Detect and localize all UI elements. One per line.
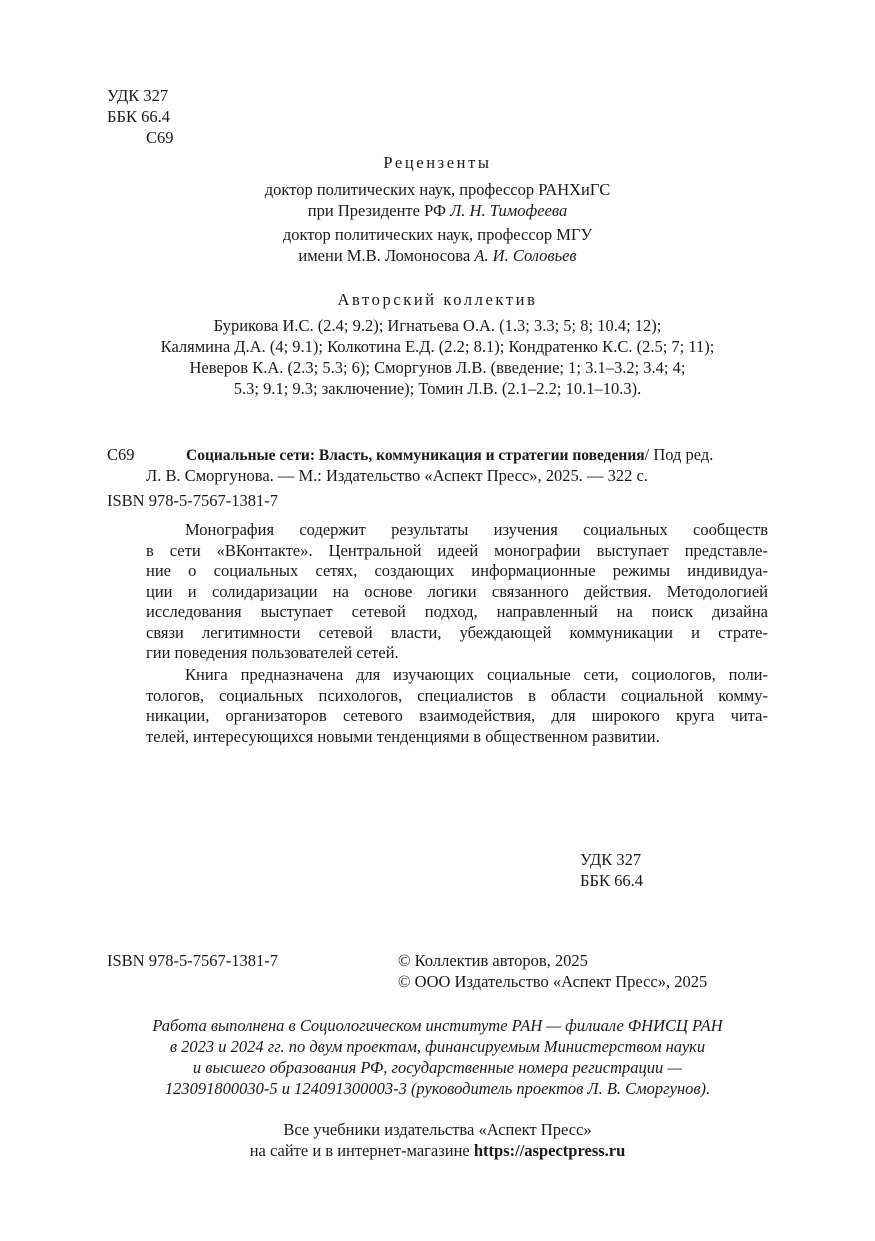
- funding-line-1: Работа выполнена в Социологическом институте РАН — филиале ФНИСЦ РАН: [152, 1016, 723, 1035]
- reviewer-2-line-2: [0, 246, 875, 267]
- publisher-url-link[interactable]: https://aspectpress.ru: [473, 1141, 626, 1160]
- annotation-paragraph-1: [146, 520, 768, 664]
- funding-line-2: в 2023 и 2024 гг. по двум проектам, финансируемым Министерством науки: [169, 1037, 706, 1056]
- top-author-mark: С69: [146, 128, 174, 147]
- reviewer-1-line-1: доктор политических наук, профессор РАНХиГС: [264, 180, 611, 199]
- reviewer-1-affiliation: при Президенте РФ: [307, 201, 451, 220]
- annotation-p2-line-3: никации, организаторов сетевого взаимодействия, для широкого круга чита-: [146, 706, 768, 725]
- footer-prefix: на сайте и в интернет-магазине: [249, 1141, 474, 1160]
- biblio-title-line: [186, 445, 713, 467]
- footer-line-1: Все учебники издательства «Аспект Пресс»: [283, 1120, 592, 1139]
- funding-line-4: 123091800030-5 и 124091300003-3 (руководитель проектов Л. В. Сморгунов).: [164, 1079, 711, 1098]
- bottom-udk: УДК 327: [580, 850, 642, 869]
- authors-line-4: 5.3; 9.1; 9.3; заключение); Томин Л.В. (2.1–2.2; 10.1–10.3).: [233, 379, 642, 398]
- annotation-p2-line-2: тологов, социальных психологов, специалистов в области социальной комму-: [146, 685, 768, 705]
- biblio-editor-prefix: / Под ред.: [644, 445, 714, 464]
- bottom-bbk: ББК 66.4: [580, 871, 643, 890]
- annotation-paragraph-2: [146, 665, 768, 747]
- copyright-publisher: © ООО Издательство «Аспект Пресс», 2025: [398, 972, 708, 991]
- annotation-p1-line-4: ции и солидаризации на основе логики связанного действия. Методологией: [146, 581, 768, 601]
- copyright-authors: © Коллектив авторов, 2025: [398, 951, 588, 970]
- reviewer-2-affiliation: имени М.В. Ломоносова: [298, 246, 475, 265]
- annotation-p2-line-4: телей, интересующихся новыми тенденциями в общественном развитии.: [146, 726, 660, 746]
- annotation-p1-line-1: Монография содержит результаты изучения социальных сообществ: [185, 520, 768, 539]
- copyright-isbn: ISBN 978-5-7567-1381-7: [107, 951, 278, 970]
- authors-line-2: Калямина Д.А. (4; 9.1); Колкотина Е.Д. (2.2; 8.1); Кондратенко К.С. (2.5; 7; 11);: [160, 337, 715, 356]
- annotation-p1-line-2: в сети «ВКонтакте». Центральной идеей монографии выступает представле-: [146, 540, 768, 560]
- reviewers-heading: Рецензенты: [383, 153, 492, 172]
- authors-heading: Авторский коллектив: [337, 290, 538, 309]
- annotation-p1-line-5: исследования выступает сетевой подход, направленный на поиск дизайна: [146, 602, 768, 621]
- footer-line-2: [0, 1141, 875, 1162]
- annotation-p1-line-6: связи легитимности сетевой власти, убеждающей коммуникации и страте-: [146, 622, 768, 642]
- reviewer-2-name: А. И. Соловьев: [474, 246, 577, 265]
- top-bbk: ББК 66.4: [107, 107, 170, 126]
- annotation-p1-line-7: гии поведения пользователей сетей.: [146, 643, 399, 662]
- book-title: Социальные сети: Власть, коммуникация и стратегии поведения: [186, 447, 645, 464]
- funding-line-3: и высшего образования РФ, государственные номера регистрации —: [192, 1058, 683, 1077]
- annotation-p1-line-3: ние о социальных сетях, создающих информационные режимы индивидуа-: [146, 561, 768, 580]
- biblio-mark: С69: [107, 445, 135, 464]
- biblio-line-2: Л. В. Сморгунова. — М.: Издательство «Аспект Пресс», 2025. — 322 с.: [146, 466, 648, 485]
- top-udk: УДК 327: [107, 86, 169, 105]
- biblio-isbn: ISBN 978-5-7567-1381-7: [107, 491, 278, 510]
- reviewer-2-line-1: доктор политических наук, профессор МГУ: [282, 225, 593, 244]
- authors-line-1: Бурикова И.С. (2.4; 9.2); Игнатьева О.А. (1.3; 3.3; 5; 8; 10.4; 12);: [213, 316, 662, 335]
- reviewer-1-line-2: [0, 201, 875, 222]
- annotation-p2-line-1: Книга предназначена для изучающих социальные сети, социологов, поли-: [185, 665, 768, 684]
- reviewer-1-name: Л. Н. Тимофеева: [450, 201, 568, 220]
- authors-line-3: Неверов К.А. (2.3; 5.3; 6); Сморгунов Л.В. (введение; 1; 3.1–3.2; 3.4; 4;: [189, 358, 686, 377]
